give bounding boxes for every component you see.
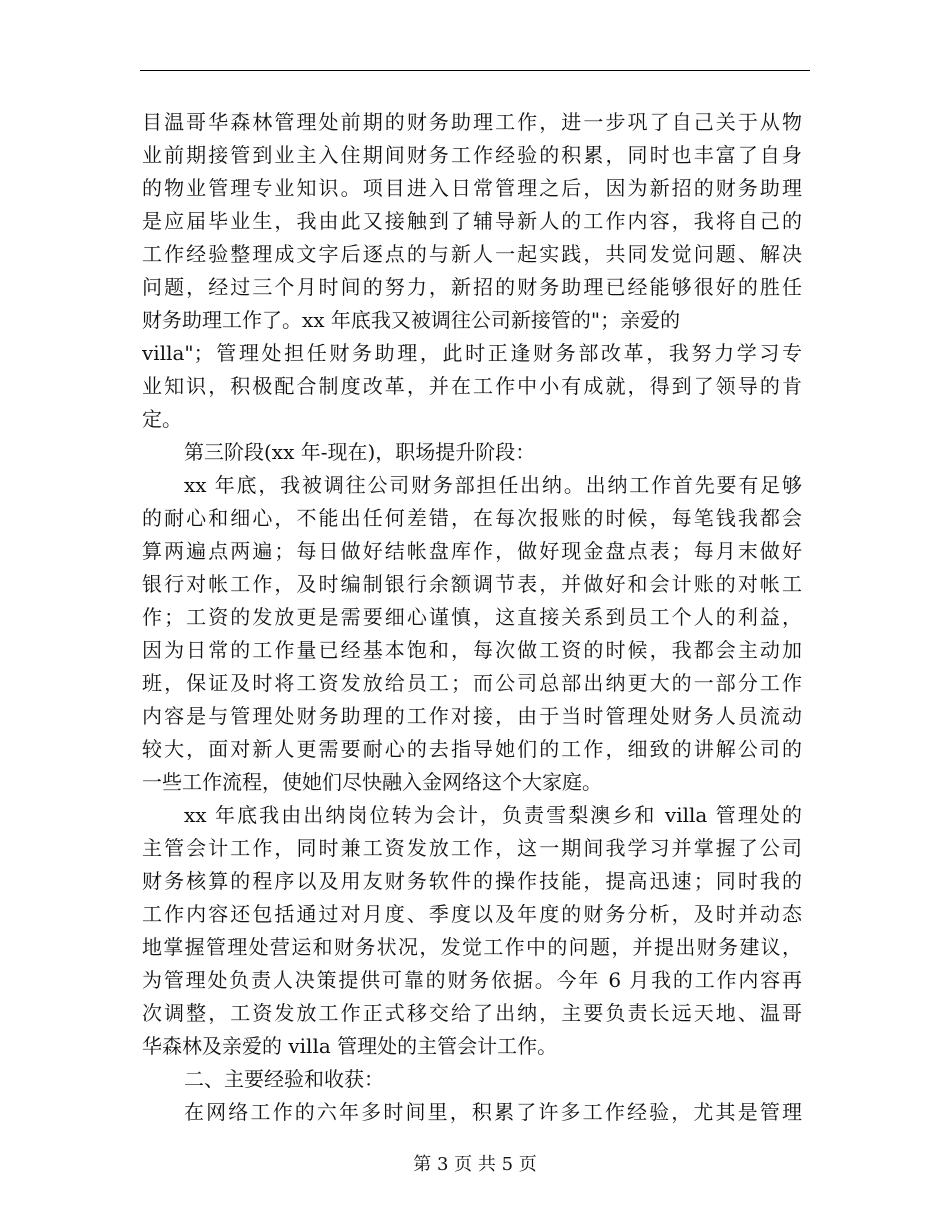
text-line: xx 年底，我被调往公司财务部担任出纳。出纳工作首先要有足够 xyxy=(184,473,802,497)
text-line: 是应届毕业生，我由此又接触到了辅导新人的工作内容，我将自己的 xyxy=(142,209,802,233)
text-line: 较大，面对新人更需要耐心的去指导她们的工作，细致的讲解公司的 xyxy=(142,737,802,761)
text-line: 业知识，积极配合制度改革，并在工作中小有成就，得到了领导的肯 xyxy=(142,374,802,398)
header-rule xyxy=(140,70,810,71)
text-line: 一些工作流程，使她们尽快融入金网络这个大家庭。 xyxy=(142,770,602,794)
text-line: 第三阶段(xx 年-现在)，职场提升阶段： xyxy=(184,440,536,464)
text-line: 的物业管理专业知识。项目进入日常管理之后，因为新招的财务助理 xyxy=(142,176,802,200)
text-line: 班，保证及时将工资发放给员工；而公司总部出纳更大的一部分工作 xyxy=(142,671,802,695)
text-line: 问题，经过三个月时间的努力，新招的财务助理已经能够很好的胜任 xyxy=(142,275,802,299)
text-line: 目温哥华森林管理处前期的财务助理工作，进一步巩了自己关于从物 xyxy=(142,110,802,134)
text-line: villa"；管理处担任财务助理，此时正逢财务部改革，我努力学习专 xyxy=(142,341,802,365)
text-line: 为管理处负责人决策提供可靠的财务依据。今年 6 月我的工作内容再 xyxy=(142,968,802,992)
text-line: 内容是与管理处财务助理的工作对接，由于当时管理处财务人员流动 xyxy=(142,704,802,728)
text-line: 工作经验整理成文字后逐点的与新人一起实践，共同发觉问题、解决 xyxy=(142,242,802,266)
text-line: 华森林及亲爱的 villa 管理处的主管会计工作。 xyxy=(142,1034,558,1058)
text-line: 财务助理工作了。xx 年底我又被调往公司新接管的"；亲爱的 xyxy=(142,308,681,332)
text-line: 在网络工作的六年多时间里，积累了许多工作经验，尤其是管理 xyxy=(184,1100,802,1124)
text-line: 工作内容还包括通过对月度、季度以及年度的财务分析，及时并动态 xyxy=(142,902,802,926)
text-line: 因为日常的工作量已经基本饱和，每次做工资的时候，我都会主动加 xyxy=(142,638,802,662)
text-line: 业前期接管到业主入住期间财务工作经验的积累，同时也丰富了自身 xyxy=(142,143,802,167)
text-line: 二、主要经验和收获： xyxy=(184,1067,384,1091)
text-line: 地掌握管理处营运和财务状况，发觉工作中的问题，并提出财务建议， xyxy=(142,935,802,959)
text-line: 财务核算的程序以及用友财务软件的操作技能，提高迅速；同时我的 xyxy=(142,869,802,893)
document-body xyxy=(142,106,802,1129)
text-line: 作；工资的发放更是需要细心谨慎，这直接关系到员工个人的利益， xyxy=(142,605,802,629)
text-line: 次调整，工资发放工作正式移交给了出纳，主要负责长远天地、温哥 xyxy=(142,1001,802,1025)
text-line: 算两遍点两遍；每日做好结帐盘库作，做好现金盘点表；每月末做好 xyxy=(142,539,802,563)
page-number: 第 3 页 共 5 页 xyxy=(413,1154,537,1175)
text-line: xx 年底我由出纳岗位转为会计，负责雪梨澳乡和 villa 管理处的 xyxy=(184,803,802,827)
text-line: 的耐心和细心，不能出任何差错，在每次报账的时候，每笔钱我都会 xyxy=(142,506,802,530)
text-line: 银行对帐工作，及时编制银行余额调节表，并做好和会计账的对帐工 xyxy=(142,572,802,596)
text-line: 主管会计工作，同时兼工资发放工作，这一期间我学习并掌握了公司 xyxy=(142,836,802,860)
text-line: 定。 xyxy=(142,407,182,431)
